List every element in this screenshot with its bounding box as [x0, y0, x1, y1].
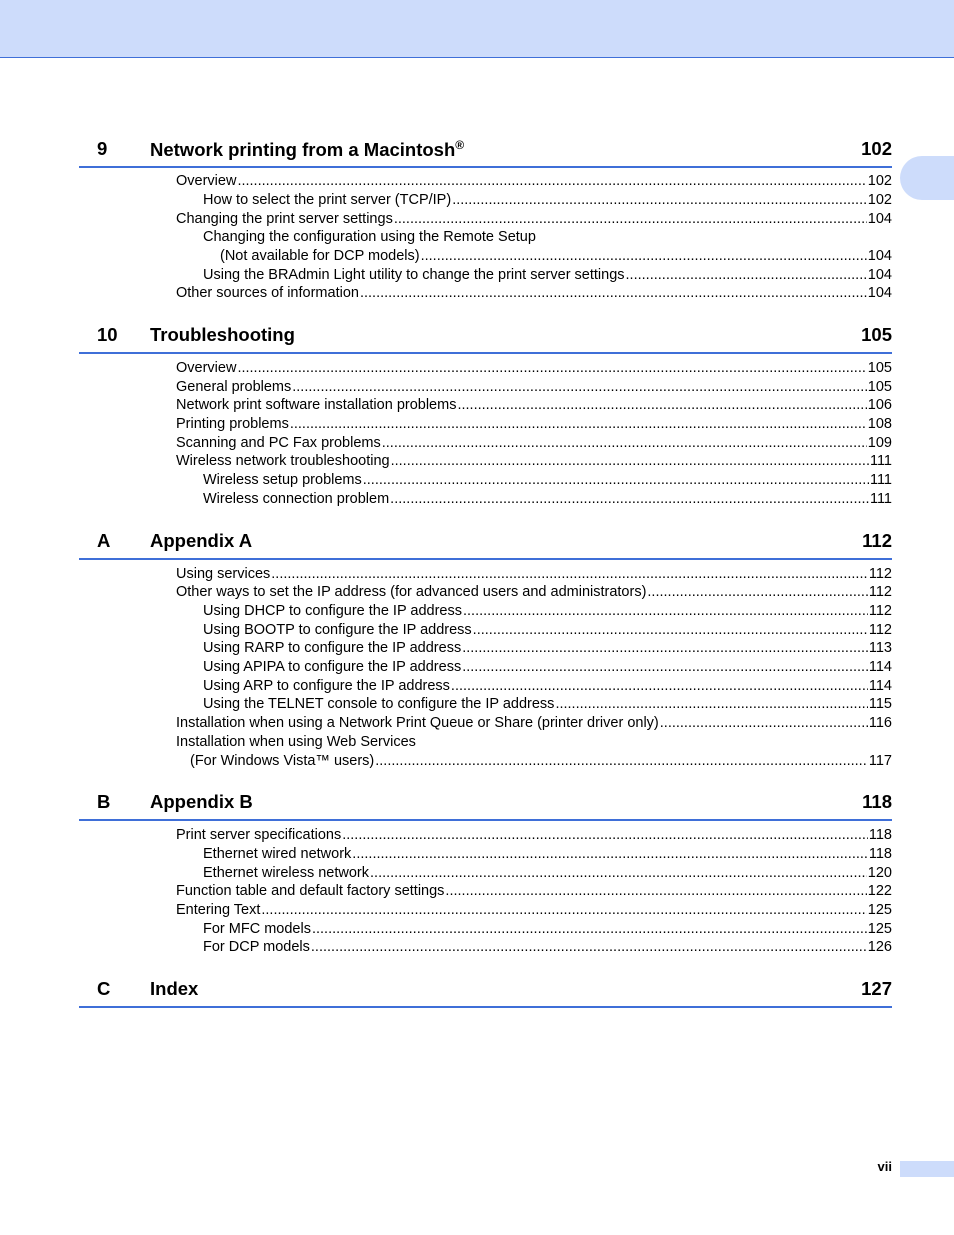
chapter-page: 127: [861, 978, 892, 999]
chapter-page: 118: [862, 791, 892, 812]
toc-entry[interactable]: Entering Text ..... 125: [176, 901, 892, 919]
toc-entry[interactable]: Wireless connection problem ..... 111: [203, 490, 892, 508]
toc-entry[interactable]: Using ARP to configure the IP address ..... 114: [203, 677, 892, 695]
toc-entry[interactable]: Changing the print server settings ..... 104: [176, 210, 892, 228]
footer-tab: [900, 1161, 954, 1177]
chapter-number: B: [97, 791, 111, 812]
chapter-number: 10: [97, 324, 118, 345]
chapter-page: 105: [861, 324, 892, 345]
toc-entry[interactable]: Using RARP to configure the IP address ..... 113: [203, 639, 892, 657]
registered-mark: ®: [455, 138, 465, 152]
toc-entry[interactable]: Ethernet wired network ..... 118: [203, 845, 892, 863]
page-number: vii: [877, 1159, 892, 1174]
toc-entry[interactable]: How to select the print server (TCP/IP) ..... 102: [203, 191, 892, 209]
toc-entry[interactable]: Installation when using a Network Print Queue or Share (printer driver only) ..... 116: [176, 714, 892, 732]
chapter-page: 102: [861, 138, 892, 159]
chapter-heading[interactable]: [79, 132, 892, 168]
toc-entry[interactable]: General problems ..... 105: [176, 378, 892, 396]
toc-entry[interactable]: Ethernet wireless network ..... 120: [203, 864, 892, 882]
toc-entry[interactable]: Printing problems ..... 108: [176, 415, 892, 433]
toc-entry-line[interactable]: Changing the configuration using the Remote Setup: [203, 229, 536, 245]
chapter-page: 112: [862, 530, 892, 551]
header-band: [0, 0, 954, 58]
chapter-heading[interactable]: [79, 524, 892, 560]
toc-entry[interactable]: Overview ..... 102: [176, 172, 892, 190]
toc-entry-line[interactable]: Installation when using Web Services: [176, 734, 416, 750]
toc-entry[interactable]: Using the BRAdmin Light utility to change the print server settings ..... 104: [203, 266, 892, 284]
toc-entry[interactable]: Overview ..... 105: [176, 359, 892, 377]
toc-entry[interactable]: Scanning and PC Fax problems ..... 109: [176, 434, 892, 452]
toc-entry[interactable]: Using APIPA to configure the IP address ..... 114: [203, 658, 892, 676]
chapter-title: Index: [150, 978, 199, 999]
toc-entry[interactable]: Wireless setup problems ..... 111: [203, 471, 892, 489]
toc-entry[interactable]: Wireless network troubleshooting ..... 111: [176, 452, 892, 470]
chapter-title: Troubleshooting: [150, 324, 295, 345]
toc-entry[interactable]: (For Windows Vista™ users) ..... 117: [190, 752, 892, 770]
chapter-side-tab: [900, 156, 954, 200]
toc-entry[interactable]: Using BOOTP to configure the IP address ..... 112: [203, 621, 892, 639]
chapter-title: Network printing from a Macintosh®: [150, 138, 465, 161]
toc-entry[interactable]: Using the TELNET console to configure the IP address ..... 115: [203, 695, 892, 713]
chapter-number: C: [97, 978, 111, 999]
chapter-title: Appendix A: [150, 530, 253, 551]
toc-entry[interactable]: Other ways to set the IP address (for advanced users and administrators) ..... 112: [176, 583, 892, 601]
toc-entry[interactable]: Using DHCP to configure the IP address ..... 112: [203, 602, 892, 620]
chapter-heading[interactable]: [79, 318, 892, 354]
toc-entry[interactable]: Using services ..... 112: [176, 565, 892, 583]
toc-entry[interactable]: Other sources of information ..... 104: [176, 284, 892, 302]
chapter-title: Appendix B: [150, 791, 253, 812]
toc-entry[interactable]: Network print software installation problems ..... 106: [176, 396, 892, 414]
chapter-number: A: [97, 530, 111, 551]
toc-entry[interactable]: For MFC models ..... 125: [203, 920, 892, 938]
chapter-number: 9: [97, 138, 108, 159]
toc-entry[interactable]: (Not available for DCP models) ..... 104: [220, 247, 892, 265]
toc-entry[interactable]: Function table and default factory settings ..... 122: [176, 882, 892, 900]
toc-entry[interactable]: For DCP models ..... 126: [203, 938, 892, 956]
chapter-heading[interactable]: [79, 785, 892, 821]
chapter-heading[interactable]: [79, 972, 892, 1008]
toc-entry[interactable]: Print server specifications ..... 118: [176, 826, 892, 844]
